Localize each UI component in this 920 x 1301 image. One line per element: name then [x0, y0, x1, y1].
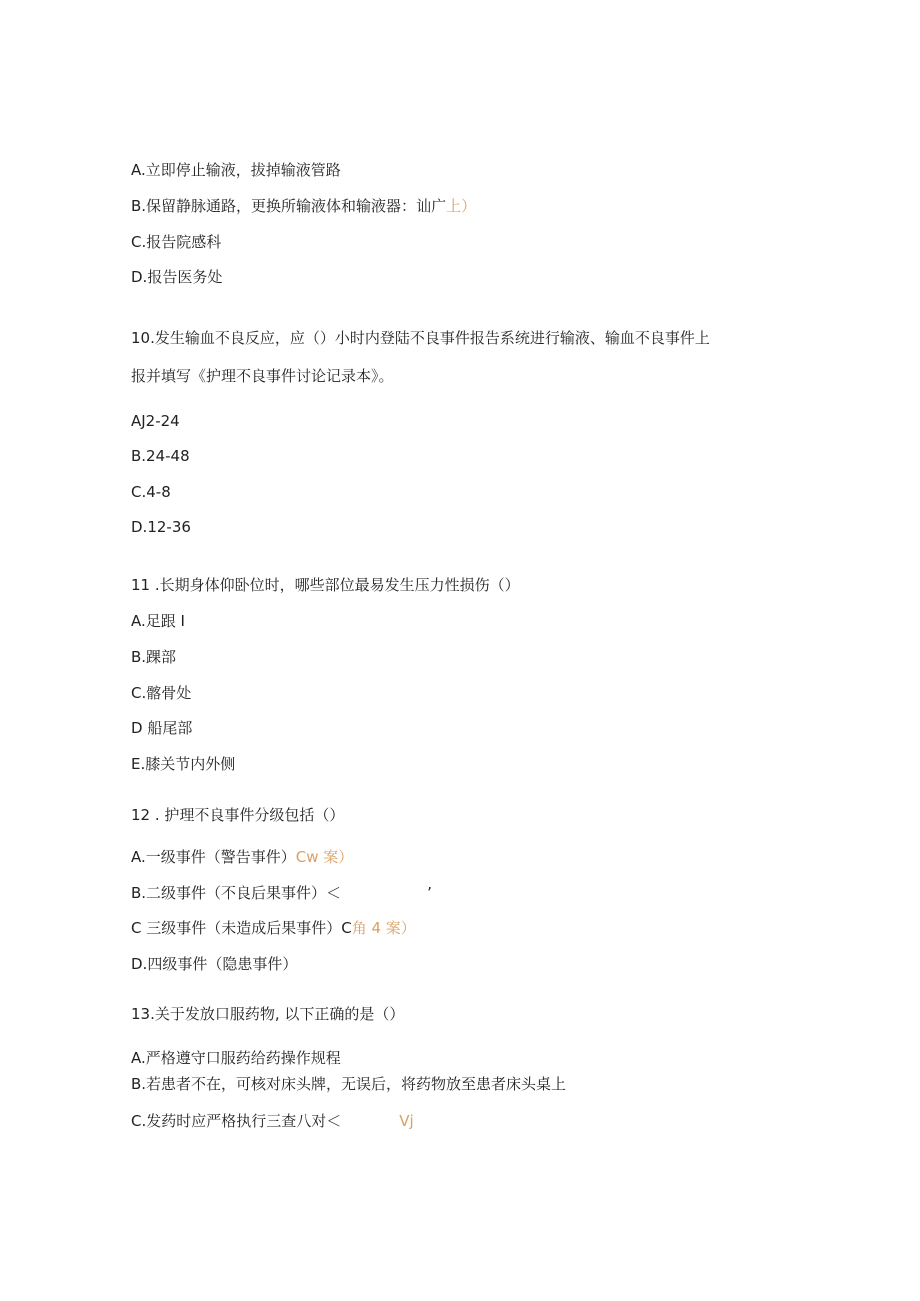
q11-option-a: A.足跟 I — [131, 612, 185, 630]
q11-option-d: D 船尾部 — [131, 719, 193, 737]
q9-option-b-note: 讪广 — [416, 197, 447, 215]
q10-option-b: B.24-48 — [131, 447, 190, 465]
q13-question: 13.关于发放口服药物, 以下正确的是（） — [131, 1005, 405, 1023]
q12-option-b-text: B.二级事件（不良后果事件）＜ — [131, 884, 342, 902]
q12-option-c — [131, 919, 416, 937]
q10-option-d: D.12-36 — [131, 518, 191, 536]
q9-option-b — [131, 197, 476, 215]
q10-question-line1: 10.发生输血不良反应，应（）小时内登陆不良事件报告系统进行输液、输血不良事件上 — [131, 329, 710, 347]
q11-question: 11 .长期身体仰卧位时，哪些部位最易发生压力性损伤（） — [131, 576, 520, 594]
q9-option-b-handwritten: 上） — [446, 197, 477, 215]
q10-option-a: AJ2-24 — [131, 412, 180, 430]
q12-option-b — [131, 884, 432, 902]
q13-option-c — [131, 1112, 414, 1130]
q12-question: 12 . 护理不良事件分级包括（） — [131, 806, 345, 824]
q9-option-c: C.报告院感科 — [131, 233, 222, 251]
q13-option-c-text: C.发药时应严格执行三查八对＜ — [131, 1112, 342, 1130]
q12-option-a-note: Cw 案） — [295, 848, 354, 866]
q12-option-d: D.四级事件（隐患事件） — [131, 955, 298, 973]
q12-option-c-note: 角 4 案） — [351, 919, 416, 937]
q9-option-d: D.报告医务处 — [131, 268, 223, 286]
q12-option-a-text: A.一级事件（警告事件） — [131, 848, 296, 866]
q13-option-b: B.若患者不在，可核对床头牌，无误后，将药物放至患者床头桌上 — [131, 1075, 567, 1093]
q9-option-a: A.立即停止输液，拔掉输液管路 — [131, 161, 341, 179]
q11-option-c: C.髂骨处 — [131, 684, 192, 702]
q13-option-a: A.严格遵守口服药给药操作规程 — [131, 1049, 341, 1067]
q13-option-c-note: Vj — [399, 1112, 414, 1130]
q11-option-e: E.膝关节内外侧 — [131, 755, 236, 773]
q10-question-line2: 报并填写《护理不良事件讨论记录本》。 — [131, 367, 394, 385]
q11-option-b: B.踝部 — [131, 648, 177, 666]
q12-option-a — [131, 848, 353, 866]
q9-option-b-text: B.保留静脉通路，更换所输液体和输液器： — [131, 197, 417, 215]
q12-option-c-text: C 三级事件（未造成后果事件）C — [131, 919, 352, 937]
q12-option-b-mark: ’ — [427, 884, 432, 902]
q10-option-c: C.4-8 — [131, 483, 171, 501]
